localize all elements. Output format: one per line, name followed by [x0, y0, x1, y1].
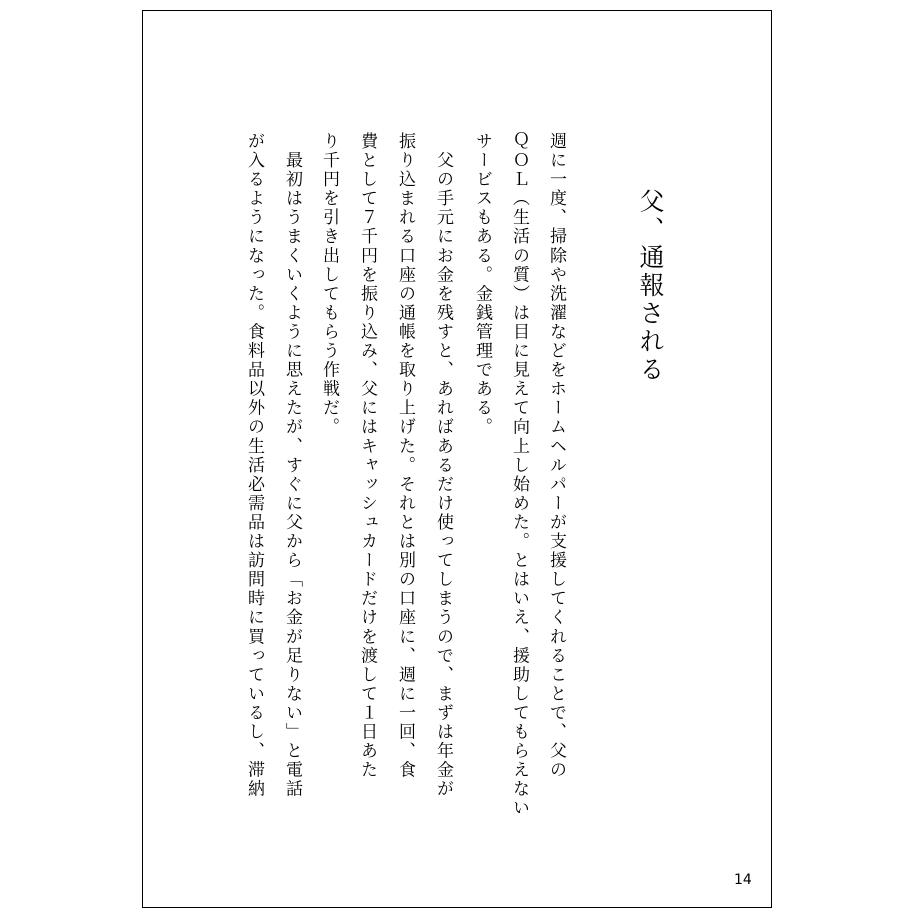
body-line-4: 父の手元にお金を残すと、あればあるだけ使ってしまうので、まずは年金が [433, 132, 453, 799]
book-page [142, 10, 772, 908]
body-line-6: 費として７千円を振り込み、父にはキャッシュカードだけを渡して１日あた [357, 132, 377, 780]
body-line-5: 振り込まれる口座の通帳を取り上げた。それとは別の口座に、週に一回、食 [395, 132, 415, 780]
body-line-3: サービスもある。金銭管理である。 [472, 132, 492, 437]
body-line-2: ＱＯＬ（生活の質）は目に見えて向上し始めた。とはいえ、援助してもらえない [509, 132, 529, 818]
body-line-8: 最初はうまくいくように思えたが、すぐに父から「お金が足りない」と電話 [282, 132, 302, 799]
chapter-title: 父、通報される [636, 188, 665, 384]
page-number: 14 [734, 872, 752, 888]
body-line-7: り千円を引き出してもらう作戦だ。 [319, 132, 339, 437]
body-line-9: が入るようになった。食料品以外の生活必需品は訪問時に買っているし、滞納 [244, 132, 264, 799]
body-line-1: 週に一度、掃除や洗濯などをホームヘルパーが支援してくれることで、父の [546, 132, 566, 780]
